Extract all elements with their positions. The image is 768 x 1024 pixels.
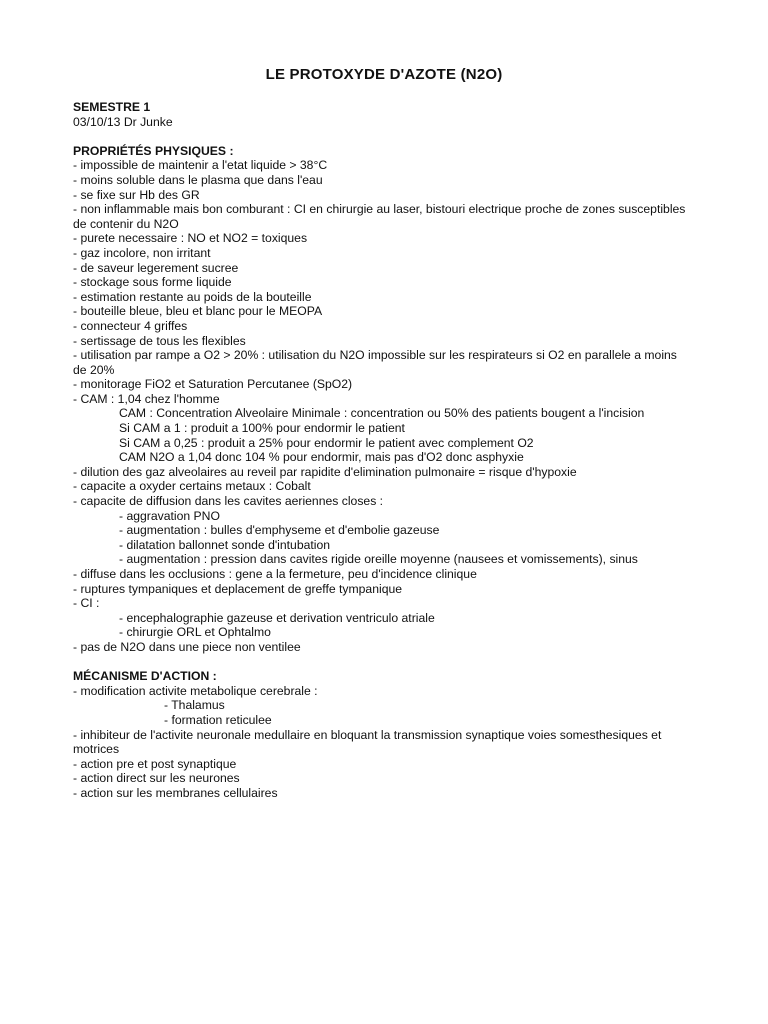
text-line: - non inflammable mais bon comburant : CI en chirurgie au laser, bistouri electrique proche de zones susceptibles de contenir du N2O <box>73 202 686 231</box>
spacer <box>73 655 693 670</box>
text-line: - CAM : 1,04 chez l'homme <box>73 391 220 406</box>
text-line-indented: - chirurgie ORL et Ophtalmo <box>119 625 271 640</box>
text-line: - stockage sous forme liquide <box>73 275 232 290</box>
semester-heading: SEMESTRE 1 <box>73 100 151 114</box>
date-author: 03/10/13 Dr Junke <box>73 114 173 129</box>
text-line-indented: - dilatation ballonnet sonde d'intubation <box>119 537 331 552</box>
text-line: - utilisation par rampe a O2 > 20% : utilisation du N2O impossible sur les respirateurs si O2 en parallele a moins de 20% <box>73 348 677 377</box>
text-line: - pas de N2O dans une piece non ventilee <box>73 639 301 654</box>
text-line: - ruptures tympaniques et deplacement de greffe tympanique <box>73 581 403 596</box>
text-line-indented: CAM : Concentration Alveolaire Minimale : concentration ou 50% des patients bougent a l'incision <box>119 406 645 421</box>
text-line: - moins soluble dans le plasma que dans l'eau <box>73 172 323 187</box>
text-line: - CI : <box>73 596 100 611</box>
section-heading-physical: PROPRIÉTÉS PHYSIQUES : <box>73 143 234 158</box>
text-line: - inhibiteur de l'activite neuronale medullaire en bloquant la transmission synaptique voies somesthesiques et motrices <box>73 727 662 757</box>
text-line: - monitorage FiO2 et Saturation Percutanee (SpO2) <box>73 377 353 392</box>
document-body <box>73 100 693 801</box>
text-line: - diffuse dans les occlusions : gene a la fermeture, peu d'incidence clinique <box>73 567 477 581</box>
text-line: - dilution des gaz alveolaires au reveil par rapidite d'elimination pulmonaire = risque d'hypoxie <box>73 464 577 479</box>
text-line: - bouteille bleue, bleu et blanc pour le MEOPA <box>73 304 323 319</box>
text-line-indented: - Thalamus <box>164 698 225 713</box>
text-line: - se fixe sur Hb des GR <box>73 187 200 202</box>
text-line-indented: - aggravation PNO <box>119 508 220 523</box>
text-line-indented: Si CAM a 1 : produit a 100% pour endormir le patient <box>119 421 405 436</box>
text-line-indented: - encephalographie gazeuse et derivation ventriculo atriale <box>119 610 435 625</box>
text-line: - estimation restante au poids de la bouteille <box>73 289 312 304</box>
text-line: - impossible de maintenir a l'etat liquide > 38°C <box>73 158 328 173</box>
text-line: - connecteur 4 griffes <box>73 318 188 333</box>
section-heading-mechanism: MÉCANISME D'ACTION : <box>73 669 217 684</box>
text-line: - modification activite metabolique cerebrale : <box>73 683 318 698</box>
spacer <box>73 129 693 144</box>
text-line-indented: - augmentation : pression dans cavites rigide oreille moyenne (nausees et vomissements), sinus <box>119 552 638 567</box>
text-line-indented: - augmentation : bulles d'emphyseme et d'embolie gazeuse <box>119 523 440 538</box>
text-line-indented: CAM N2O a 1,04 donc 104 % pour endormir, mais pas d'O2 donc asphyxie <box>119 450 524 465</box>
text-line: - gaz incolore, non irritant <box>73 245 211 260</box>
text-line: - action pre et post synaptique <box>73 756 237 771</box>
text-line: - capacite de diffusion dans les cavites aeriennes closes : <box>73 494 384 509</box>
document-title: LE PROTOXYDE D'AZOTE (N2O) <box>265 66 503 83</box>
text-line: - action sur les membranes cellulaires <box>73 785 278 800</box>
text-line-indented: Si CAM a 0,25 : produit a 25% pour endormir le patient avec complement O2 <box>119 435 534 450</box>
text-line: - capacite a oxyder certains metaux : Cobalt <box>73 479 311 494</box>
text-line: - sertissage de tous les flexibles <box>73 333 246 348</box>
text-line: - action direct sur les neurones <box>73 771 240 786</box>
text-line-indented: - formation reticulee <box>164 712 272 727</box>
text-line: - purete necessaire : NO et NO2 = toxiques <box>73 231 308 246</box>
text-line: - de saveur legerement sucree <box>73 260 239 275</box>
